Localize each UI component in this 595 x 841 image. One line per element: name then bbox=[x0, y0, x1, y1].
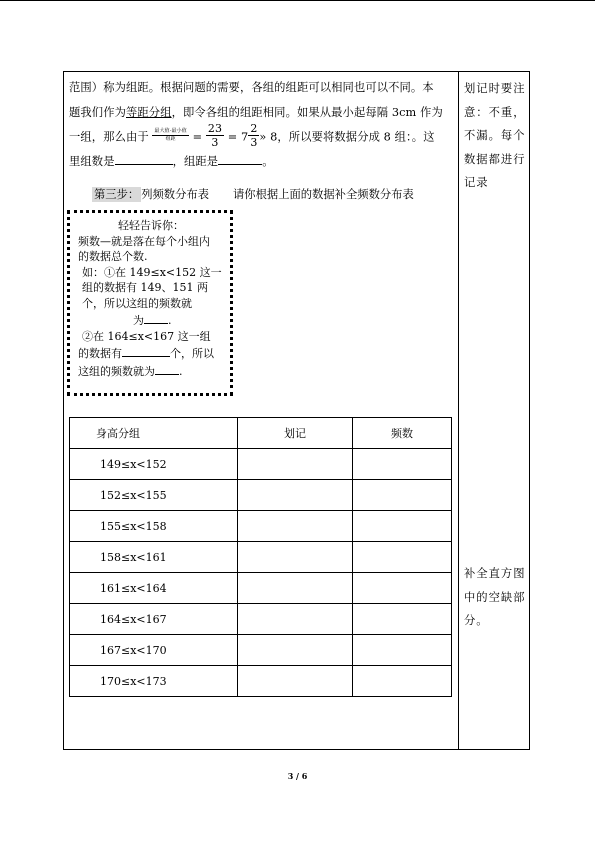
tally-cell[interactable] bbox=[238, 511, 353, 542]
height-group-cell: 170≤x<173 bbox=[70, 666, 238, 697]
frequency-cell[interactable] bbox=[353, 449, 452, 480]
paragraph-line-4: 里组数是 ，组距是 。 bbox=[69, 150, 454, 175]
step-label: 第三步： bbox=[94, 188, 140, 201]
frequency-cell[interactable] bbox=[353, 480, 452, 511]
tip-line-7: ②在 164≤x<167 这一组 bbox=[82, 329, 211, 343]
side-note-line: 记录 bbox=[464, 176, 489, 189]
page-number: 3 / 6 bbox=[287, 771, 308, 781]
table-row bbox=[70, 635, 452, 666]
table-row bbox=[70, 573, 452, 604]
height-group-cell: 158≤x<161 bbox=[70, 542, 238, 573]
step-instruction: 请你根据上面的数据补全频数分布表 bbox=[233, 188, 414, 201]
table-row bbox=[70, 480, 452, 511]
height-group-cell: 149≤x<152 bbox=[70, 449, 238, 480]
side-note-line: 数据都进行 bbox=[464, 152, 526, 166]
header-height-group: 身高分组 bbox=[70, 418, 238, 449]
tip-blank-3[interactable] bbox=[155, 362, 179, 375]
side-note-line: 意：不重， bbox=[464, 105, 526, 119]
frequency-cell[interactable] bbox=[353, 635, 452, 666]
group-width-blank[interactable] bbox=[218, 152, 262, 165]
tip-line-3: 如：①在 149≤x<152 这一 bbox=[82, 265, 222, 279]
tip-line-1: 频数—就是落在每个小组内 bbox=[78, 234, 210, 248]
tip-line-5: 个，所以这组的频数就 bbox=[82, 296, 192, 310]
tip-box bbox=[67, 210, 233, 396]
equal-interval-term: 等距分组 bbox=[126, 105, 172, 119]
height-group-cell: 152≤x<155 bbox=[70, 480, 238, 511]
tip-line-4: 组的数据有 149、151 两 bbox=[82, 281, 208, 294]
height-group-cell: 167≤x<170 bbox=[70, 635, 238, 666]
tip-line-9: 这组的频数就为 . bbox=[78, 362, 224, 380]
tally-cell[interactable] bbox=[238, 666, 353, 697]
side-note-tally bbox=[464, 77, 530, 195]
tally-cell[interactable] bbox=[238, 635, 353, 666]
height-group-cell: 161≤x<164 bbox=[70, 573, 238, 604]
tally-cell[interactable] bbox=[238, 542, 353, 573]
fraction-2-3: $\frac{2}{3}$ bbox=[250, 122, 258, 149]
side-note-line: 中的空缺部 bbox=[464, 590, 526, 604]
tally-cell[interactable] bbox=[238, 480, 353, 511]
side-note-line: 分。 bbox=[464, 614, 489, 627]
frequency-cell[interactable] bbox=[353, 666, 452, 697]
top-rule bbox=[0, 0, 595, 1]
frequency-cell[interactable] bbox=[353, 604, 452, 635]
fraction-23-3: $\frac{23}{3}$ bbox=[207, 122, 223, 149]
frequency-cell[interactable] bbox=[353, 511, 452, 542]
tip-line-2: 的数据总个数. bbox=[78, 250, 148, 263]
frequency-table bbox=[69, 417, 452, 697]
range-over-width-fraction: $\frac{\text{最大值-最小值}}{\text{组距}}$ bbox=[154, 128, 187, 142]
tally-cell[interactable] bbox=[238, 449, 353, 480]
tip-blank-1[interactable] bbox=[144, 311, 168, 324]
step-three-heading bbox=[92, 186, 414, 202]
height-group-cell: 164≤x<167 bbox=[70, 604, 238, 635]
paragraph-line-3: 一组，那么由于 $\frac{\text{最大值-最小值}}{\text{组距}}$ = $\frac{23}{3}$ = 7 $\frac{2}{3}$ » 8，所以要将数据分成 8 组：。这 bbox=[69, 122, 435, 149]
frequency-cell[interactable] bbox=[353, 573, 452, 604]
table-row bbox=[70, 449, 452, 480]
paragraph-line-1: 范围）称为组距。根据问题的需要，各组的组距可以相同也可以不同。本 bbox=[69, 81, 434, 94]
table-row bbox=[70, 542, 452, 573]
table-row bbox=[70, 511, 452, 542]
table-row bbox=[70, 604, 452, 635]
tip-line-6: 为 . bbox=[78, 311, 224, 329]
tip-line-8: 的数据有 个，所以 bbox=[78, 344, 224, 362]
group-count-blank[interactable] bbox=[115, 152, 173, 165]
side-note-line: 不漏。每个 bbox=[464, 129, 526, 142]
tip-title: 轻轻告诉你： bbox=[118, 219, 184, 232]
paragraph-line-2: 题我们作为等距分组，即令各组的组距相同。如果从最小起每隔 3cm 作为 bbox=[69, 105, 443, 119]
side-note-line: 补全直方图 bbox=[464, 567, 526, 580]
tally-cell[interactable] bbox=[238, 573, 353, 604]
header-frequency: 频数 bbox=[353, 418, 452, 449]
explanation-paragraph bbox=[69, 76, 454, 175]
tally-cell[interactable] bbox=[238, 604, 353, 635]
height-group-cell: 155≤x<158 bbox=[70, 511, 238, 542]
header-tally: 划记 bbox=[238, 418, 353, 449]
table-header-row bbox=[70, 418, 452, 449]
side-note-line: 划记时要注 bbox=[464, 82, 526, 95]
table-row bbox=[70, 666, 452, 697]
step-title: 列频数分布表 bbox=[141, 188, 209, 201]
column-divider bbox=[458, 71, 459, 750]
tip-blank-2[interactable] bbox=[122, 344, 170, 357]
side-note-histogram bbox=[464, 562, 530, 633]
frequency-cell[interactable] bbox=[353, 542, 452, 573]
